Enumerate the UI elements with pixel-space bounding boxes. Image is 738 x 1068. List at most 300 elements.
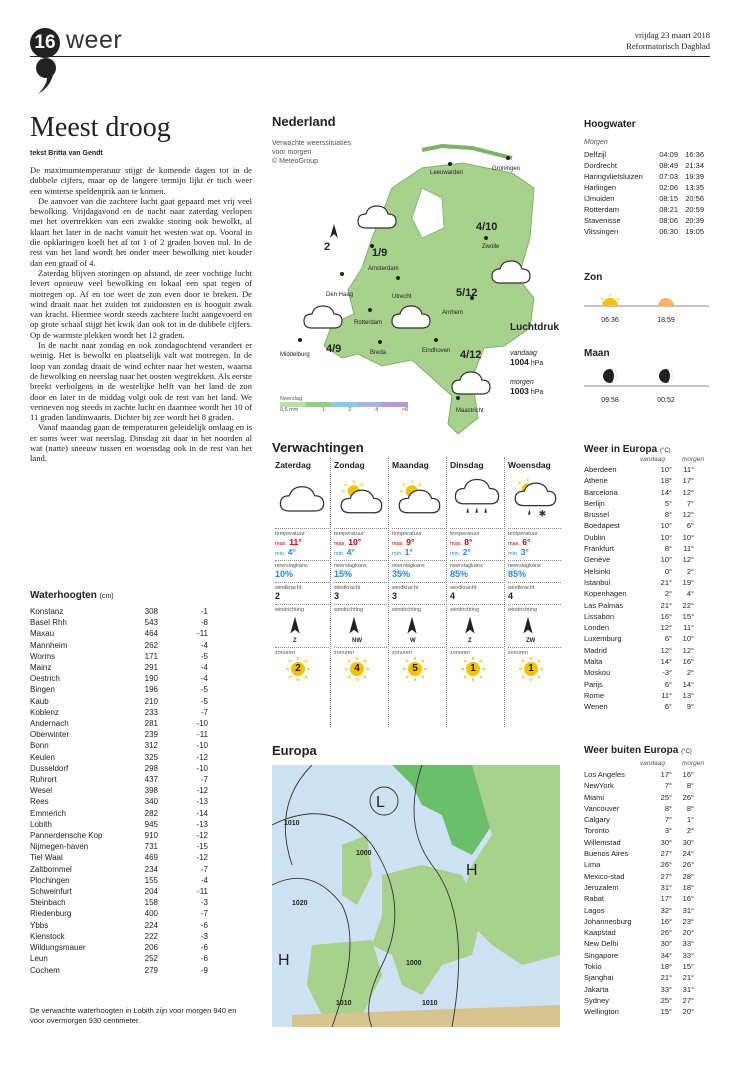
table-cell: 26°: [660, 928, 672, 938]
sun-hours-value: 2: [295, 663, 301, 674]
table-cell: 400: [144, 909, 158, 919]
table-cell: 3°: [664, 826, 672, 836]
table-cell: Lissabon: [584, 611, 615, 621]
table-cell: Zaltbommel: [30, 864, 72, 874]
table-cell: Emmerich: [30, 808, 67, 818]
maan-widget: [584, 364, 709, 408]
table-cell: Miami: [584, 792, 604, 802]
table-row: [30, 740, 208, 751]
table-cell: -12: [196, 853, 208, 863]
subtitle-line: voor morgen: [272, 149, 312, 156]
max-label: max.: [450, 541, 462, 547]
table-row: [30, 662, 208, 673]
page-number: 16: [30, 28, 60, 58]
nederland-subtitle: [272, 139, 351, 166]
table-cell: 543: [144, 618, 158, 628]
table-cell: 5°: [664, 498, 672, 508]
table-cell: 196: [144, 685, 158, 695]
table-cell: Helsinki: [584, 566, 611, 576]
isobar-label: 1000: [356, 850, 372, 857]
table-cell: -7: [200, 864, 208, 874]
table-cell: 20°: [682, 1007, 694, 1017]
table-cell: 6°: [664, 634, 672, 644]
table-cell: -8: [200, 618, 208, 628]
article-paragraph: De aanvoer van die zachtere lucht gaat gepaard met vrij veel bewolking. Vrijdagavond en de nacht naar zaterdag verlopen met het overtrekken van een zwakke storing ook bewolkt, al klaart het later in de nacht vanuit het westen wat op. Vooral in die opklaringen koelt het af tot 1 of 2 graden boven nul. In de rest van het land wordt het onder meer bewolking niet kouder dan een graad of 4.: [30, 195, 252, 268]
table-cell: 910: [144, 831, 158, 841]
table-cell: 6°: [664, 679, 672, 689]
table-cell: 27°: [682, 995, 694, 1005]
table-cell: -4: [200, 663, 208, 673]
table-cell: 16°: [682, 657, 694, 667]
min-label: min.: [450, 551, 461, 557]
kans-value: 35%: [392, 569, 411, 579]
table-cell: 210: [144, 696, 158, 706]
table-row: [30, 841, 208, 852]
table-cell: 171: [144, 651, 158, 661]
wind-direction-value: ZW: [526, 638, 536, 644]
table-row: [584, 566, 694, 577]
table-cell: 252: [144, 954, 158, 964]
table-cell: Sydney: [584, 995, 610, 1005]
windkracht-label: windkracht: [508, 582, 561, 591]
europa-map: [272, 765, 560, 1027]
table-cell: 7°: [686, 498, 694, 508]
table-cell: Ruhrort: [30, 775, 57, 785]
max-value: 9°: [406, 537, 415, 547]
table-cell: 21°: [682, 973, 694, 983]
article-paragraph: Zaterdag blijven storingen op afstand, de zeer vochtige lucht levert opnieuw veel bewolking en lokaal een spat regen of motregen op. Af en toe weet de zon even door te breken. De wind draait naar het zuiden tot zuidoosten en is hooguit zwak van kracht. Hiermee wordt steeds zachtere lucht aangevoerd en op grote schaal stijgt het kwik dan ook tot in de dubbele cijfers. Op de warmste plekken wordt het 12 graden.: [30, 267, 252, 340]
table-row: [584, 825, 694, 836]
wind-arrow-icon: [330, 224, 338, 238]
sunset-time: 18:59: [657, 317, 675, 324]
max-value: 10°: [348, 537, 362, 547]
table-cell: Cochem: [30, 965, 60, 975]
table-row: [30, 628, 208, 639]
table-cell: -11: [197, 730, 208, 740]
min-label: min.: [392, 551, 403, 557]
max-label: max.: [508, 541, 520, 547]
table-row: [584, 554, 694, 565]
windrichting-label: windrichting: [334, 604, 387, 613]
table-cell: -11: [197, 629, 208, 639]
sunrise-time: 06:36: [601, 317, 619, 324]
table-cell: 08:06: [659, 216, 678, 225]
luchtdruk-vandaag: [510, 349, 543, 368]
hoogwater-subtitle: Morgen: [584, 139, 608, 146]
table-cell: 464: [144, 629, 158, 639]
sunrise-icon: [601, 294, 619, 306]
windrichting-label: windrichting: [392, 604, 445, 613]
table-cell: -6: [200, 954, 208, 964]
sun-hours-value: 1: [470, 663, 476, 674]
weer-buiten-header: [640, 760, 704, 767]
windkracht-label: windkracht: [450, 582, 503, 591]
table-cell: Stavenisse: [584, 216, 621, 225]
table-cell: 12°: [660, 645, 672, 655]
windkracht-label: windkracht: [275, 582, 329, 591]
table-cell: -10: [196, 741, 208, 751]
table-row: [584, 600, 694, 611]
sun-hours-icon: [283, 656, 313, 682]
legend-tick: 2: [348, 407, 352, 413]
weer-europa-title: [584, 444, 671, 455]
table-cell: IJmuiden: [584, 194, 615, 203]
min-value: 1°: [404, 547, 413, 557]
min-temp: [334, 547, 387, 557]
table-row: [30, 752, 208, 763]
table-cell: 31°: [682, 905, 694, 915]
table-row: [584, 814, 694, 825]
table-row: [584, 871, 694, 882]
table-cell: Genève: [584, 555, 611, 565]
kans-value: 85%: [508, 569, 527, 579]
date: vrijdag 23 maart 2018: [634, 30, 710, 40]
min-temp: [508, 547, 561, 557]
table-row: [584, 927, 694, 938]
table-row: [584, 905, 694, 916]
legend-ticks: [280, 407, 408, 413]
weather-icon: [508, 475, 561, 525]
table-cell: 11°: [661, 690, 672, 700]
table-cell: NewYork: [584, 781, 614, 791]
table-cell: 17°: [660, 894, 672, 904]
table-cell: 16°: [682, 770, 694, 779]
table-row: [30, 875, 208, 886]
table-cell: -5: [200, 696, 208, 706]
table-row: [30, 696, 208, 707]
table-cell: 2°: [686, 668, 694, 678]
temp-label: 4/12: [460, 349, 482, 361]
luchtdruk-value: 1004: [510, 357, 529, 367]
table-cell: 312: [144, 741, 158, 751]
table-cell: Pannerdensche Kop: [30, 831, 103, 841]
table-cell: Calgary: [584, 815, 610, 825]
table-cell: Nijmegen-haven: [30, 842, 89, 852]
table-row: [584, 803, 694, 814]
table-row: [30, 886, 208, 897]
table-cell: 16:36: [685, 150, 704, 159]
temp-label: 4/9: [326, 343, 342, 355]
table-cell: 20:56: [685, 194, 704, 203]
isobar-label: 1020: [292, 900, 308, 907]
table-row: [584, 577, 694, 588]
table-row: [584, 961, 694, 972]
windkracht-label: windkracht: [334, 582, 387, 591]
table-cell: Las Palmas: [584, 600, 624, 610]
waterhoogten-table: [30, 606, 208, 976]
temp-label: temperatuur: [275, 528, 329, 537]
table-cell: 13°: [682, 690, 694, 700]
table-cell: -5: [200, 651, 208, 661]
table-row: [584, 769, 694, 780]
windrichting-label: windrichting: [508, 604, 561, 613]
legend-tick: 1: [321, 407, 325, 413]
table-cell: 02:06: [659, 183, 678, 192]
max-label: max.: [334, 541, 346, 547]
max-value: 6°: [522, 537, 531, 547]
table-cell: 469: [144, 853, 158, 863]
table-cell: 7°: [664, 781, 672, 791]
table-cell: -7: [200, 775, 208, 785]
europa-title: Europa: [272, 743, 317, 758]
table-row: [584, 916, 694, 927]
table-row: [584, 487, 694, 498]
sun-hours-value: 4: [354, 663, 360, 674]
table-cell: 18°: [682, 882, 694, 892]
dateline: [626, 30, 710, 52]
day-name: Woensdag: [508, 460, 551, 470]
table-cell: Steinbach: [30, 898, 66, 908]
luchtdruk-unit: hPa: [530, 360, 544, 367]
table-cell: Haringvlietsluizen: [584, 172, 643, 181]
table-cell: 17°: [660, 770, 672, 779]
table-cell: -10: [196, 763, 208, 773]
table-cell: 7°: [664, 815, 672, 825]
weather-icon: [334, 475, 387, 525]
table-cell: Andernach: [30, 719, 69, 729]
table-cell: -13: [196, 797, 208, 807]
table-cell: 282: [144, 808, 158, 818]
table-cell: 4°: [686, 589, 694, 599]
table-cell: 12°: [682, 645, 694, 655]
zonuren-label: zonuren: [392, 647, 445, 656]
moonset-time: 00:52: [657, 397, 675, 404]
table-cell: 206: [144, 943, 158, 953]
wind-direction-value: NW: [352, 638, 362, 644]
sun-hours-icon: [458, 656, 488, 682]
table-cell: 21:34: [685, 161, 704, 170]
table-cell: 398: [144, 786, 158, 796]
table-cell: Bingen: [30, 685, 55, 695]
table-cell: Madrid: [584, 645, 607, 655]
zonuren-label: zonuren: [508, 647, 561, 656]
table-cell: Londen: [584, 623, 610, 633]
kans-label: neerslagkans: [508, 560, 561, 569]
table-cell: 731: [144, 842, 158, 852]
max-value: 11°: [289, 537, 302, 547]
kans-label: neerslagkans: [392, 560, 445, 569]
max-temp: [334, 537, 387, 547]
table-cell: 10°: [660, 532, 672, 542]
table-cell: Istanbul: [584, 577, 611, 587]
windkracht-value: 4: [450, 591, 456, 601]
kans-value: 85%: [450, 569, 469, 579]
table-row: [30, 830, 208, 841]
table-cell: Sjanghai: [584, 973, 614, 983]
weer-europa-unit: (°C): [659, 448, 671, 454]
table-cell: Parijs: [584, 679, 603, 689]
sun-cloud-icon: [392, 475, 446, 520]
table-cell: New Delhi: [584, 939, 619, 949]
table-row: [30, 864, 208, 875]
table-cell: Rome: [584, 690, 605, 700]
city-label: Middelburg: [280, 352, 310, 358]
table-cell: 308: [144, 607, 158, 616]
table-cell: Mainz: [30, 663, 52, 673]
nederland-title: Nederland: [272, 114, 336, 129]
table-cell: Singapore: [584, 950, 619, 960]
table-cell: Wildungsmauer: [30, 943, 86, 953]
table-cell: Riedenburg: [30, 909, 72, 919]
luchtdruk-label: morgen: [510, 379, 534, 386]
forecast-day: [272, 457, 329, 727]
table-cell: 325: [144, 752, 158, 762]
table-row: [584, 498, 694, 509]
table-cell: Wesel: [30, 786, 53, 796]
windkracht-value: 3: [334, 591, 340, 601]
table-cell: 262: [144, 640, 158, 650]
table-cell: 30°: [682, 837, 694, 847]
table-cell: 30°: [660, 939, 672, 949]
table-cell: 04:09: [659, 150, 678, 159]
table-cell: 2°: [686, 566, 694, 576]
table-cell: Jakarta: [584, 984, 609, 994]
moonrise-icon: [603, 369, 617, 383]
table-cell: 21°: [660, 577, 672, 587]
isobar-label: 1010: [336, 1000, 352, 1007]
legend-tick: 0,5 mm: [280, 407, 299, 413]
table-cell: Ybbs: [30, 920, 49, 930]
kans-label: neerslagkans: [450, 560, 503, 569]
table-row: [30, 651, 208, 662]
weer-buiten-unit: (°C): [681, 749, 692, 755]
table-cell: Dublin: [584, 532, 606, 542]
sun-hours-icon: [342, 656, 372, 682]
table-cell: 08:21: [659, 205, 678, 214]
city-label: Utrecht: [392, 294, 412, 300]
table-row: [30, 785, 208, 796]
table-cell: Harlingen: [584, 183, 617, 192]
table-cell: 14°: [682, 679, 694, 689]
table-row: [584, 984, 694, 995]
table-row: [584, 149, 704, 160]
table-cell: -11: [197, 887, 208, 897]
table-cell: 12°: [660, 623, 672, 633]
day-name: Zaterdag: [275, 460, 311, 470]
verwachtingen-grid: [272, 457, 560, 727]
table-cell: 20:59: [685, 205, 704, 214]
table-cell: 14°: [660, 657, 672, 667]
max-temp: [508, 537, 561, 547]
table-cell: 23°: [682, 916, 694, 926]
sun-hours-value: 5: [412, 663, 418, 674]
table-cell: -1: [200, 607, 208, 616]
table-cell: Kienstock: [30, 931, 65, 941]
table-cell: -10: [196, 719, 208, 729]
min-value: 3°: [520, 547, 529, 557]
table-row: [584, 950, 694, 961]
min-temp: [392, 547, 445, 557]
table-row: [30, 684, 208, 695]
weer-europa-table: [584, 464, 694, 713]
wind-direction-value: W: [410, 638, 416, 644]
table-cell: 158: [144, 898, 158, 908]
windrichting-label: windrichting: [275, 604, 329, 613]
table-cell: -4: [200, 875, 208, 885]
table-row: [584, 171, 704, 182]
weather-icon: [450, 475, 503, 525]
table-row: [584, 588, 694, 599]
table-cell: 20:39: [685, 216, 704, 225]
city-label: Arnhem: [442, 310, 464, 316]
table-cell: 30°: [660, 837, 672, 847]
temp-label: temperatuur: [450, 528, 503, 537]
table-row: [584, 532, 694, 543]
table-cell: 07:03: [659, 172, 678, 181]
table-row: [584, 160, 704, 171]
high-pressure-label: H: [278, 952, 290, 969]
table-cell: 281: [144, 719, 158, 729]
col-vandaag: vandaag: [640, 760, 665, 767]
zonuren-label: zonuren: [450, 647, 503, 656]
table-cell: Kaapstad: [584, 928, 616, 938]
table-cell: 291: [144, 663, 158, 673]
hoogwater-title: Hoogwater: [584, 119, 636, 130]
forecast-day: [388, 457, 445, 727]
cloud-icon: [275, 475, 329, 520]
table-cell: Dordrecht: [584, 161, 617, 170]
windrichting-label: windrichting: [450, 604, 503, 613]
table-cell: 155: [144, 875, 158, 885]
paper-name: Reformatorisch Dagblad: [626, 41, 710, 51]
table-cell: -6: [200, 920, 208, 930]
rain-icon: [450, 475, 504, 520]
table-cell: 8°: [664, 544, 672, 554]
table-row: [30, 908, 208, 919]
max-label: max.: [392, 541, 404, 547]
table-cell: Delfzijl: [584, 150, 607, 159]
table-cell: Wenen: [584, 702, 608, 712]
min-label: min.: [275, 551, 286, 557]
table-cell: 8°: [664, 510, 672, 520]
min-label: min.: [508, 551, 519, 557]
table-cell: Worms: [30, 651, 56, 661]
table-row: [584, 690, 694, 701]
table-cell: 10°: [660, 465, 672, 474]
table-row: [30, 673, 208, 684]
legend-tick: >8: [401, 407, 408, 413]
weer-europa-title-text: Weer in Europa: [584, 444, 658, 455]
wind-direction-value: Z: [293, 638, 297, 644]
section-title: weer: [66, 26, 123, 54]
table-row: [584, 611, 694, 622]
table-cell: 12°: [682, 555, 694, 565]
table-cell: -3: [200, 898, 208, 908]
table-cell: 11°: [683, 465, 694, 474]
article-byline: tekst Britta van Gendt: [30, 150, 103, 157]
city-label: Eindhoven: [422, 348, 451, 354]
table-cell: -4: [200, 640, 208, 650]
hoogwater-table: [584, 149, 704, 237]
luchtdruk-unit: hPa: [530, 389, 544, 396]
low-pressure-label: L: [376, 794, 385, 811]
table-row: [584, 837, 694, 848]
table-cell: 10°: [682, 532, 694, 542]
table-row: [30, 808, 208, 819]
sun-cloud-icon: [334, 475, 388, 520]
table-cell: 22°: [682, 600, 694, 610]
kans-label: neerslagkans: [275, 560, 329, 569]
table-row: [584, 701, 694, 712]
table-cell: 1°: [686, 815, 694, 825]
table-cell: 28°: [682, 871, 694, 881]
table-cell: 27°: [660, 871, 672, 881]
table-cell: 16°: [660, 611, 672, 621]
table-cell: Dusseldorf: [30, 763, 69, 773]
min-temp: [275, 547, 329, 557]
moonset-icon: [659, 369, 673, 383]
min-temp: [450, 547, 503, 557]
